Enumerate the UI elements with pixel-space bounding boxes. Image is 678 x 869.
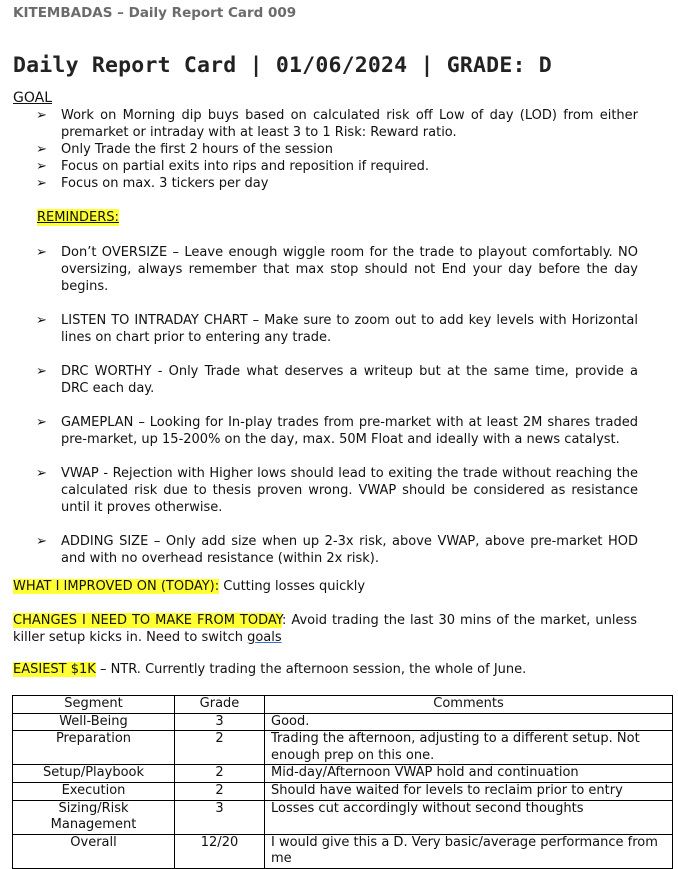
header-comments: Comments: [265, 696, 673, 714]
goals-list: [36, 107, 638, 192]
goal-item: ➢ Focus on partial exits into rips and reposition if required.: [36, 159, 429, 174]
segment-cell: Sizing/Risk Management: [13, 800, 175, 834]
reminder-item: ➢ DRC WORTHY - Only Trade what deserves a writeup but at the same time, provide a DRC each day.: [36, 364, 638, 396]
comment-cell: Losses cut accordingly without second thoughts: [265, 800, 673, 834]
easiest-label: EASIEST $1K: [13, 662, 96, 677]
table-row: [13, 782, 673, 800]
table-row: [13, 713, 673, 731]
improved-text: Cutting losses quickly: [219, 579, 366, 594]
goal-item: ➢ Focus on max. 3 tickers per day: [36, 176, 269, 191]
arrow-bullet-icon: ➢: [36, 534, 47, 549]
grade-cell: 3: [175, 713, 265, 731]
grade-cell: 2: [175, 731, 265, 765]
reminder-item: ➢ Don’t OVERSIZE – Leave enough wiggle room for the trade to playout comfortably. NO oversizing, always remember that max stop should not End your day before the day begins.: [36, 245, 638, 294]
grade-cell: 2: [175, 782, 265, 800]
changes-label: CHANGES I NEED TO MAKE FROM TODAY: [13, 613, 282, 628]
header-segment: Segment: [13, 696, 175, 714]
arrow-bullet-icon: ➢: [36, 142, 47, 157]
grade-cell: 2: [175, 765, 265, 783]
header-grade: Grade: [175, 696, 265, 714]
improved-label: WHAT I IMPROVED ON (TODAY):: [13, 579, 220, 594]
grades-table: [12, 695, 673, 869]
reminder-item: ➢ GAMEPLAN – Looking for In-play trades from pre-market with at least 2M shares traded pre-market, up 15-200% on the day, max. 50M Float and ideally with a news catalyst.: [36, 415, 638, 447]
table-row: [13, 765, 673, 783]
reminder-item: ➢ VWAP - Rejection with Higher lows should lead to exiting the trade without reaching the calculated risk due to thesis proven wrong. VWAP should be considered as resistance until it proves otherwise.: [36, 466, 638, 515]
improved-paragraph: [13, 578, 637, 595]
comment-cell: Good.: [265, 713, 673, 731]
goal-item: ➢ Only Trade the first 2 hours of the session: [36, 142, 333, 157]
segment-cell: Overall: [13, 834, 175, 868]
document-header: KITEMBADAS – Daily Report Card 009: [13, 5, 297, 21]
segment-cell: Well-Being: [13, 713, 175, 731]
goals-underlined-word: goals: [247, 630, 282, 645]
reminders-heading: REMINDERS:: [37, 210, 119, 225]
page-title: Daily Report Card | 01/06/2024 | GRADE: D: [13, 53, 552, 78]
easiest-paragraph: [13, 661, 637, 678]
arrow-bullet-icon: ➢: [36, 159, 47, 174]
changes-paragraph: [13, 612, 637, 646]
goal-heading: GOAL: [13, 90, 52, 106]
arrow-bullet-icon: ➢: [36, 313, 47, 328]
arrow-bullet-icon: ➢: [36, 466, 47, 481]
goal-item: ➢ Work on Morning dip buys based on calculated risk off Low of day (LOD) from either premarket or intraday with at least 3 to 1 Risk: Reward ratio.: [36, 108, 638, 140]
grade-cell: 12/20: [175, 834, 265, 868]
changes-text: : Avoid trading the last 30 mins of the market, unless killer setup kicks in. Need to switch: [13, 613, 637, 645]
arrow-bullet-icon: ➢: [36, 415, 47, 430]
easiest-text: – NTR. Currently trading the afternoon session, the whole of June.: [95, 662, 527, 677]
arrow-bullet-icon: ➢: [36, 108, 47, 123]
comment-cell: Should have waited for levels to reclaim prior to entry: [265, 782, 673, 800]
segment-cell: Execution: [13, 782, 175, 800]
table-row: [13, 800, 673, 834]
comment-cell: Trading the afternoon, adjusting to a different setup. Not enough prep on this one.: [265, 731, 673, 765]
comment-cell: I would give this a D. Very basic/average performance from me: [265, 834, 673, 868]
reminders-list: [36, 244, 638, 584]
reminder-item: ➢ LISTEN TO INTRADAY CHART – Make sure to zoom out to add key levels with Horizontal lines on chart prior to entering any trade.: [36, 313, 638, 345]
arrow-bullet-icon: ➢: [36, 364, 47, 379]
arrow-bullet-icon: ➢: [36, 245, 47, 260]
table-header-row: [13, 696, 673, 714]
arrow-bullet-icon: ➢: [36, 176, 47, 191]
table-row: [13, 731, 673, 765]
table-row: [13, 834, 673, 868]
segment-cell: Setup/Playbook: [13, 765, 175, 783]
grade-cell: 3: [175, 800, 265, 834]
reminder-item: ➢ ADDING SIZE – Only add size when up 2-3x risk, above VWAP, above pre-market HOD and with no overhead resistance (within 2x risk).: [36, 534, 638, 566]
segment-cell: Preparation: [13, 731, 175, 765]
comment-cell: Mid-day/Afternoon VWAP hold and continuation: [265, 765, 673, 783]
